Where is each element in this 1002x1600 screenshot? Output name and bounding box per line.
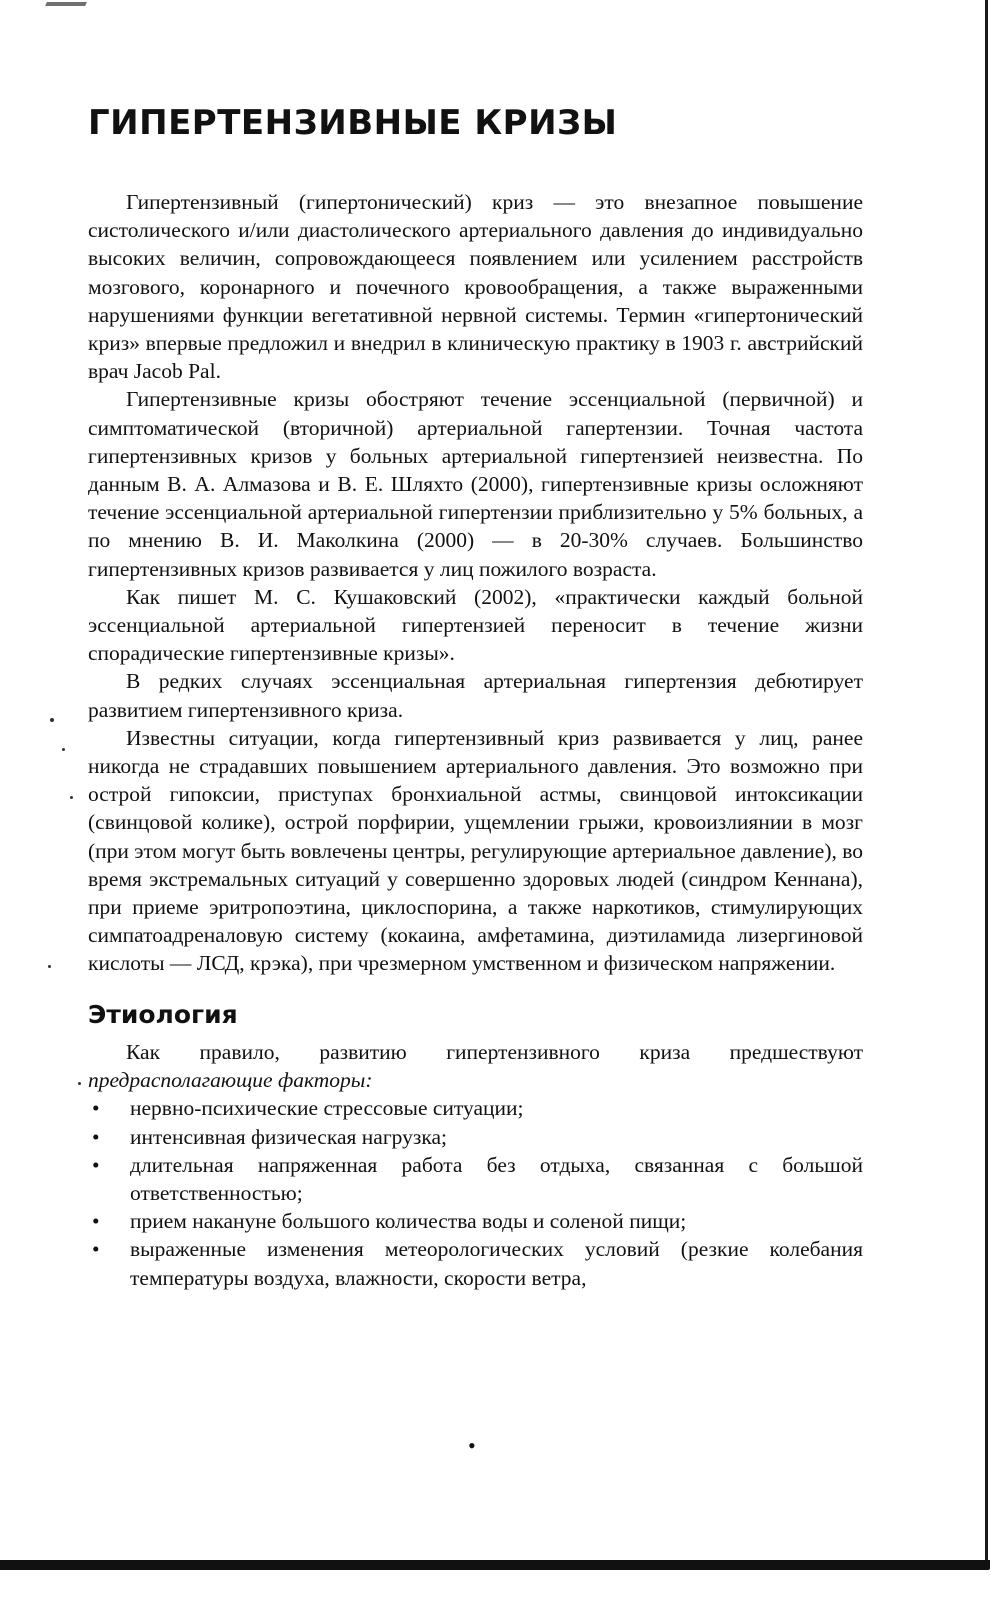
factor-list: [88, 1094, 863, 1291]
paragraph: Как пишет М. С. Кушаковский (2002), «практически каждый больной эссенциальной артериальной гипертензией переносит в течение жизни спорадические гипертензивные кризы».: [88, 584, 863, 666]
paragraph: В редких случаях эссенциальная артериальная гипертензия дебютирует развитием гипертензивного криза.: [88, 669, 863, 722]
list-item-text: выраженные изменения метеорологических условий (резкие колебания температуры воздуха, влажности, скорости ветра,: [130, 1237, 863, 1290]
bullet-marker: •: [92, 1209, 100, 1234]
paragraph: Известны ситуации, когда гипертензивный криз развивается у лиц, ранее никогда не страдавших повышением артериального давления. Это возможно при острой гипоксии, приступах бронхиальной астмы, свинцовой интоксикации (свинцовой колике), острой порфирии, ущемлении грыжи, кровоизлиянии в мозг (при этом могут быть вовлечены центры, регулирующие артериальное давление), во время экстремальных ситуаций у совершенно здоровых людей (синдром Кеннана), при приеме эритропоэтина, циклоспорина, а также наркотиков, стимулирующих симпатоадреналовую систему (кокаина, амфетамина, диэтиламида лизергиновой кислоты — ЛСД, крэка), при чрезмерном умственном и физическом напряжении.: [88, 725, 863, 976]
section-intro-italic: предрасполагающие факторы:: [88, 1068, 373, 1093]
list-item-text: длительная напряженная работа без отдыха, связанная с большой ответственностью;: [130, 1152, 863, 1205]
bullet-marker: •: [92, 1124, 100, 1149]
scan-right-edge: [985, 0, 988, 1560]
list-item: [88, 1094, 863, 1122]
scan-speck: [50, 718, 54, 722]
paragraph: Гипертензивный (гипертонический) криз — это внезапное повышение систолического и/или диастолического артериального давления до индивидуально высоких величин, сопровождающееся появлением или усилением расстройств мозгового, коронарного и почечного кровообращения, а также выраженными нарушениями функции вегетативной нервной системы. Термин «гипертонический криз» впервые предложил и внедрил в клиническую практику в 1903 г. австрийский врач Jacob Pal.: [88, 190, 863, 384]
scan-corner-mark: [45, 2, 87, 6]
scan-speck: [48, 965, 51, 968]
footer-mark: •: [468, 1433, 476, 1458]
list-item: [88, 1207, 863, 1235]
section-intro-text: Как правило, развитию гипертензивного криза предшествуют: [126, 1039, 863, 1064]
bullet-marker: •: [92, 1152, 100, 1177]
scan-speck: [78, 1082, 81, 1085]
section-intro: [88, 1038, 863, 1094]
scan-speck: [62, 748, 65, 751]
bullet-marker: •: [92, 1237, 100, 1262]
list-item-text: нервно-психические стрессовые ситуации;: [130, 1096, 524, 1121]
bullet-marker: •: [92, 1096, 100, 1121]
body-text: [88, 188, 863, 1292]
section-title: Этиология: [88, 999, 238, 1029]
scan-speck: [70, 796, 73, 799]
chapter-title: ГИПЕРТЕНЗИВНЫЕ КРИЗЫ: [88, 103, 618, 143]
paragraph: Гипертензивные кризы обостряют течение эссенциальной (первичной) и симптоматической (вторичной) артериальной гапертензии. Точная частота гипертензивных кризов у больных артериальной гипертензией неизвестна. По данным В. А. Алмазова и В. Е. Шляхто (2000), гипертензивные кризы осложняют течение эссенциальной артериальной гипертензии приблизительно у 5% больных, а по мнению В. И. Маколкина (2000) — в 20-30% случаев. Большинство гипертензивных кризов развивается у лиц пожилого возраста.: [88, 387, 863, 581]
list-item-text: интенсивная физическая нагрузка;: [130, 1124, 447, 1149]
list-item: [88, 1235, 863, 1291]
scan-bottom-edge: [0, 1560, 990, 1570]
list-item: [88, 1151, 863, 1207]
list-item: [88, 1123, 863, 1151]
list-item-text: прием накануне большого количества воды и соленой пищи;: [130, 1209, 687, 1234]
